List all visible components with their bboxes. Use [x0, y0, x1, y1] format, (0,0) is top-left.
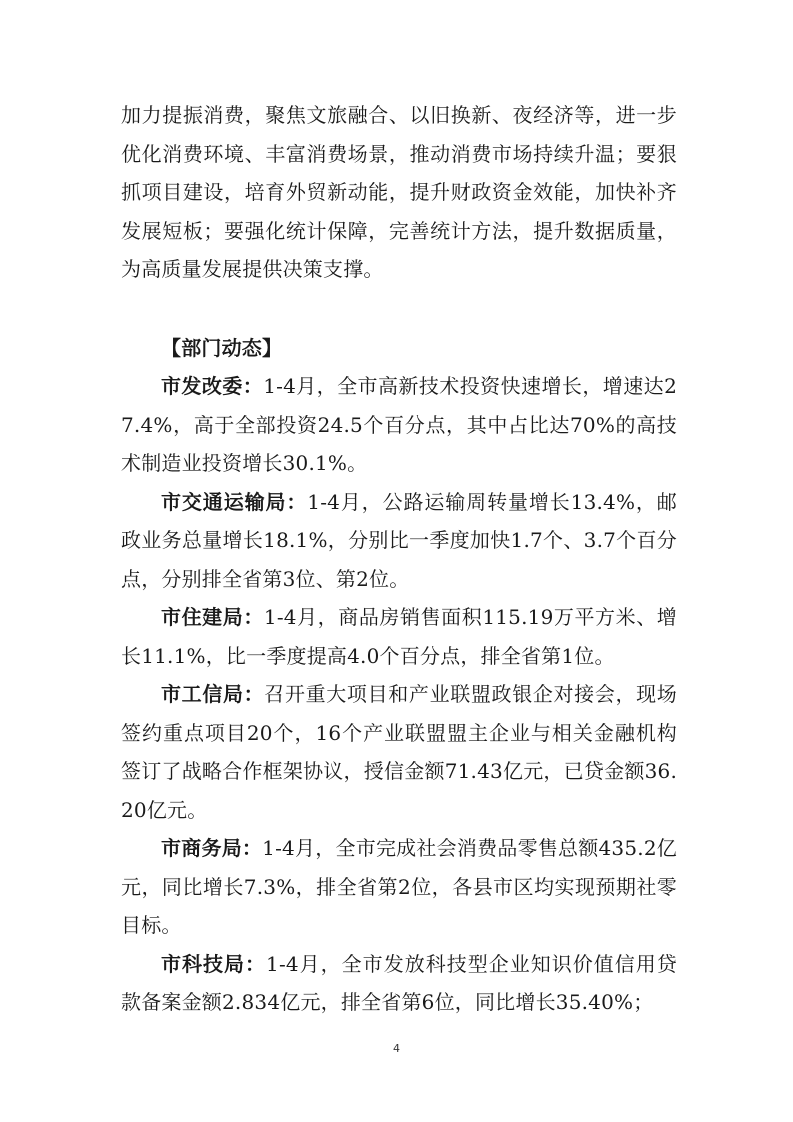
intro-paragraph: 加力提振消费，聚焦文旅融合、以旧换新、夜经济等，进一步优化消费环境、丰富消费场景，推动消费市场持续升温；要狠抓项目建设，培育外贸新动能，提升财政资金效能，加快补齐发展短板；要强化统计保障，完善统计方法，提升数据质量，为高质量发展提供决策支撑。 [121, 103, 677, 281]
dept-name: 市科技局： [161, 951, 267, 976]
dept-text: 1-4月，公路运输周转量增长13.4%，邮政业务总量增长18.1%，分别比一季度加快1.7个、3.7个百分点，分别排全省第3位、第2位。 [121, 489, 677, 591]
dept-text: 1-4月，商品房销售面积115.19万平方米、增长11.1%，比一季度提高4.0个百分点，排全省第1位。 [121, 605, 677, 668]
dept-name: 市发改委： [161, 374, 264, 398]
dept-name: 市工信局： [161, 682, 265, 706]
dept-paragraph-keji [121, 945, 677, 1022]
dept-name: 市住建局： [161, 605, 264, 629]
dept-paragraph-shangwu [121, 829, 677, 945]
dept-paragraph-gongxin [121, 675, 677, 829]
dept-name: 市商务局： [161, 836, 263, 860]
dept-text: 1-4月，全市发放科技型企业知识价值信用贷款备案金额2.834亿元，排全省第6位，同比增长35.40%； [121, 951, 677, 1014]
dept-paragraph-jiaotong [121, 483, 677, 599]
dept-text: 召开重大项目和产业联盟政银企对接会，现场签约重点项目20个，16个产业联盟盟主企业与相关金融机构签订了战略合作框架协议，授信金额71.43亿元，已贷金额36.20亿元。 [121, 682, 678, 822]
dept-paragraph-zhujian [121, 598, 677, 675]
document-body [121, 96, 677, 1022]
dept-paragraph-fagaiwei [121, 367, 677, 483]
dept-text: 1-4月，全市高新技术投资快速增长，增速达27.4%，高于全部投资24.5个百分点，其中占比达70%的高技术制造业投资增长30.1%。 [121, 374, 677, 475]
dept-name: 市交通运输局： [161, 489, 308, 514]
page-number: 4 [393, 1042, 400, 1055]
dept-text: 1-4月，全市完成社会消费品零售总额435.2亿元，同比增长7.3%，排全省第2位，各县市区均实现预期社零目标。 [121, 836, 678, 937]
section-heading: 【部门动态】 [161, 335, 283, 360]
